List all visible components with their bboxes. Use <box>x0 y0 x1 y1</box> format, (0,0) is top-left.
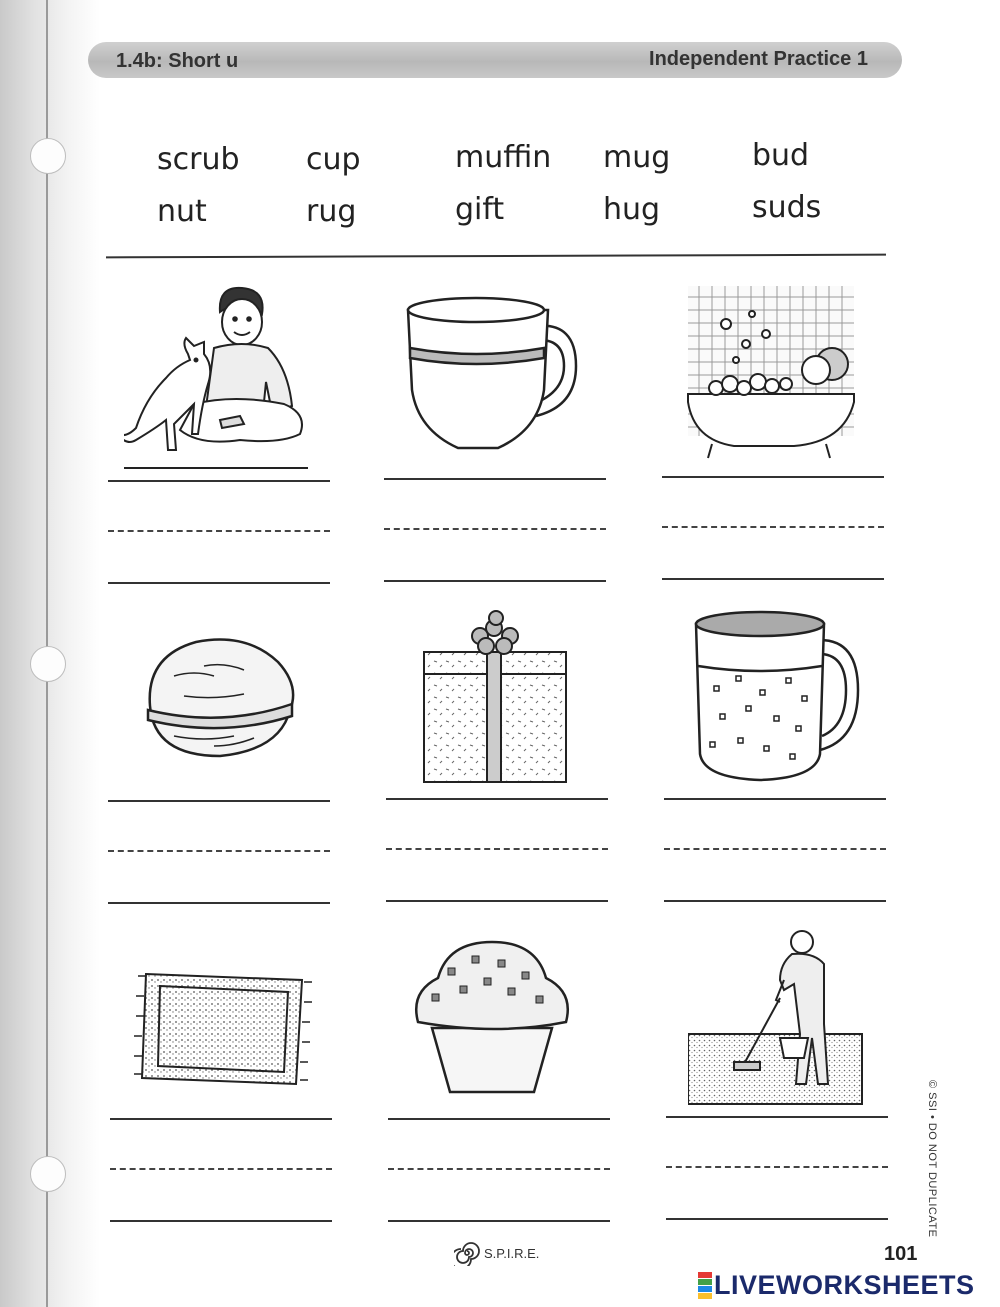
word-bank-word: bud <box>752 138 810 173</box>
writing-lines[interactable] <box>110 1118 332 1222</box>
bath-suds-icon <box>686 284 856 466</box>
write-line-base <box>384 580 606 582</box>
write-line-mid <box>386 848 608 850</box>
liveworksheets-logo-icon <box>698 1272 714 1300</box>
punch-hole <box>30 1156 66 1192</box>
write-line-base <box>108 902 330 904</box>
walnut-icon <box>144 636 296 760</box>
write-line-base <box>386 900 608 902</box>
writing-lines[interactable] <box>384 478 606 582</box>
write-line-mid <box>110 1168 332 1170</box>
write-line-mid <box>384 528 606 530</box>
writing-lines[interactable] <box>666 1116 888 1220</box>
word-bank-word: gift <box>455 192 505 227</box>
page-number: 101 <box>884 1243 918 1265</box>
copyright-notice: © SSI • DO NOT DUPLICATE <box>926 1080 938 1238</box>
write-line-base <box>664 900 886 902</box>
practice-title: Independent Practice 1 <box>649 48 868 70</box>
word-bank-word: mug <box>603 140 671 175</box>
writing-lines[interactable] <box>388 1118 610 1222</box>
word-bank-word: hug <box>603 192 661 227</box>
write-line-base <box>662 578 884 580</box>
write-line-top <box>388 1118 610 1120</box>
write-line-mid <box>108 850 330 852</box>
writing-lines[interactable] <box>662 476 884 580</box>
write-line-base <box>666 1218 888 1220</box>
write-line-top <box>108 480 330 482</box>
punch-hole <box>30 646 66 682</box>
word-bank-word: scrub <box>157 142 240 177</box>
write-line-top <box>662 476 884 478</box>
publisher-name: S.P.I.R.E. <box>484 1245 540 1261</box>
lesson-title: 1.4b: Short u <box>116 50 239 72</box>
write-line-mid <box>108 530 330 532</box>
write-line-top <box>384 478 606 480</box>
writing-lines[interactable] <box>108 800 330 904</box>
write-line-mid <box>662 526 884 528</box>
word-bank-divider <box>106 254 886 259</box>
man-scrubbing-floor-icon <box>688 924 864 1106</box>
word-bank-word: suds <box>752 190 822 225</box>
muffin-icon <box>412 938 572 1100</box>
rug-icon <box>132 966 312 1090</box>
writing-lines[interactable] <box>108 480 330 584</box>
mug-icon <box>690 610 860 786</box>
writing-lines[interactable] <box>664 798 886 902</box>
write-line-top <box>386 798 608 800</box>
punch-hole <box>30 138 66 174</box>
write-line-mid <box>664 848 886 850</box>
boy-hugging-cat-icon <box>124 284 308 470</box>
write-line-top <box>108 800 330 802</box>
writing-lines[interactable] <box>386 798 608 902</box>
gift-box-icon <box>420 610 570 786</box>
write-line-top <box>666 1116 888 1118</box>
word-bank-word: muffin <box>455 140 552 175</box>
write-line-base <box>108 582 330 584</box>
write-line-base <box>388 1220 610 1222</box>
liveworksheets-wordmark: LIVEWORKSHEETS <box>714 1270 975 1300</box>
word-bank-word: cup <box>306 142 361 177</box>
publisher-logo <box>454 1240 539 1266</box>
liveworksheets-watermark <box>698 1270 975 1301</box>
write-line-top <box>110 1118 332 1120</box>
write-line-base <box>110 1220 332 1222</box>
cup-icon <box>396 296 582 462</box>
write-line-mid <box>666 1166 888 1168</box>
write-line-mid <box>388 1168 610 1170</box>
word-bank-word: nut <box>157 194 207 229</box>
spiral-logo-icon <box>454 1240 480 1266</box>
write-line-top <box>664 798 886 800</box>
word-bank-word: rug <box>306 194 357 229</box>
